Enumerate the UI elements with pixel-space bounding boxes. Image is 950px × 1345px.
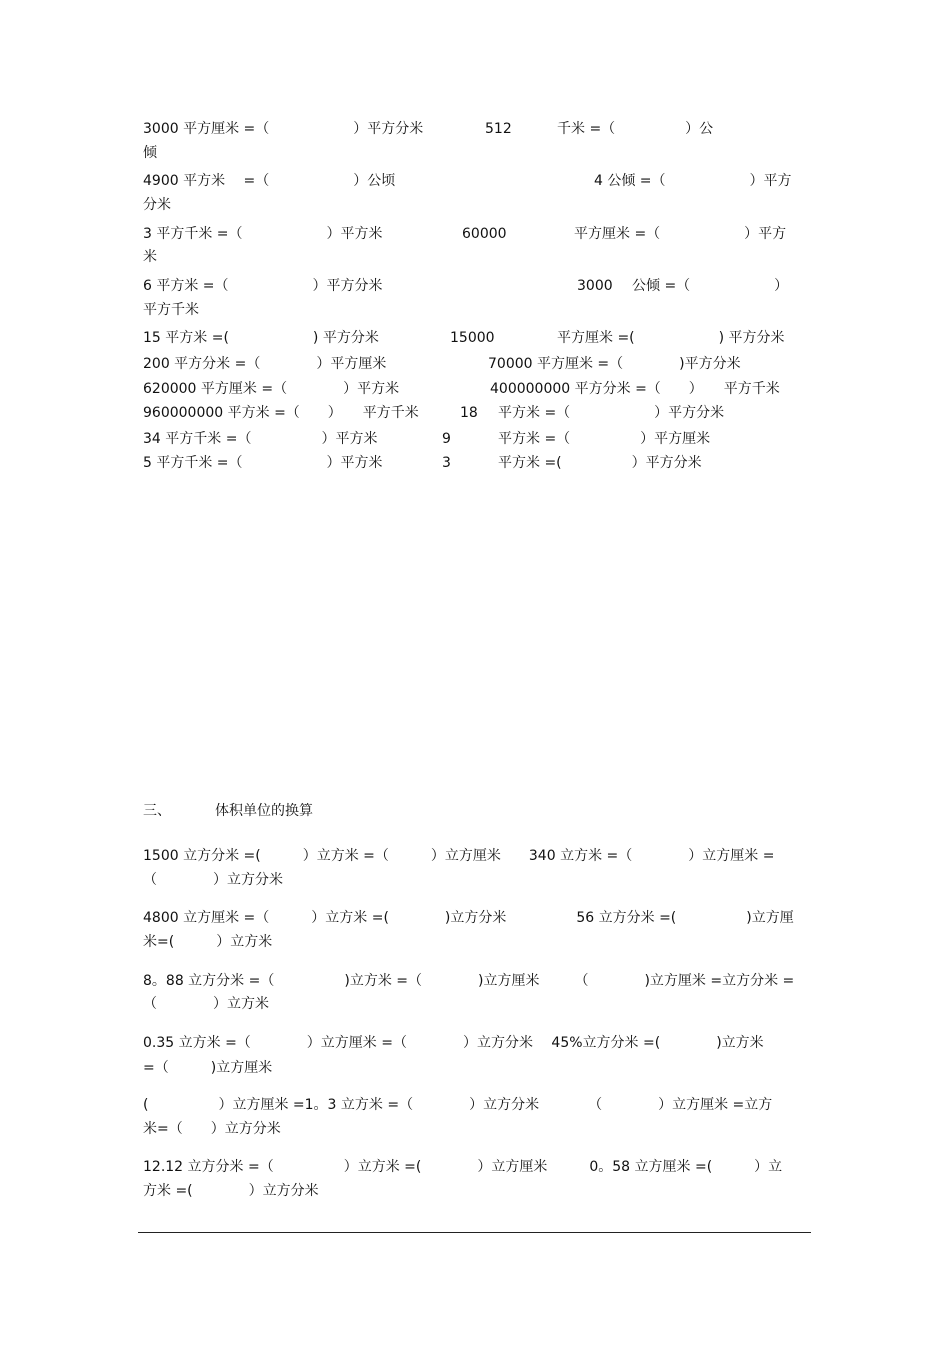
volume-question-2-line-1: 4800 立方厘米 =（ ）立方米 =( )立方分米 56 立方分米 =( )立方厘 xyxy=(143,910,794,926)
area-line-7-left: 620000 平方厘米 =（ ）平方米 xyxy=(143,381,400,397)
area-line-5-left: 15 平方米 =( ) 平方分米 xyxy=(143,330,379,346)
area-line-1-num: 512 xyxy=(485,121,512,137)
section-heading-number: 三、 xyxy=(143,803,171,819)
volume-question-5-line-2: 米=（ ）立方分米 xyxy=(143,1121,281,1137)
area-line-3-left: 3 平方千米 =（ ）平方米 xyxy=(143,226,383,242)
area-line-7-right: 400000000 平方分米 =（ ） 平方千米 xyxy=(490,381,780,397)
area-line-8-left: 960000000 平方米 =（ ） 平方千米 xyxy=(143,405,419,421)
area-line-4-left: 6 平方米 =（ ）平方分米 xyxy=(143,278,383,294)
area-line-8-num: 18 xyxy=(460,405,478,421)
area-line-1-wrap: 倾 xyxy=(143,145,157,161)
area-line-4-wrap: 平方千米 xyxy=(143,302,199,318)
area-line-4-num: 3000 xyxy=(577,278,613,294)
area-line-10-right: 平方米 =( ）平方分米 xyxy=(498,455,702,471)
area-line-9-right: 平方米 =（ ）平方厘米 xyxy=(498,431,711,447)
area-line-6-left: 200 平方分米 =（ ）平方厘米 xyxy=(143,356,387,372)
volume-question-4-line-2: =（ )立方厘米 xyxy=(143,1060,273,1076)
volume-question-3-line-1: 8。88 立方分米 =（ )立方米 =（ )立方厘米 （ )立方厘米 =立方分米 = xyxy=(143,973,795,989)
section-heading-title: 体积单位的换算 xyxy=(215,803,313,819)
volume-question-5-line-1: ( ）立方厘米 =1。3 立方米 =（ ）立方分米 （ ）立方厘米 =立方 xyxy=(143,1097,773,1113)
area-line-9-num: 9 xyxy=(442,431,451,447)
area-line-5-right: 平方厘米 =( ) 平方分米 xyxy=(557,330,785,346)
page-bottom-rule xyxy=(138,1232,811,1233)
area-line-5-num: 15000 xyxy=(450,330,495,346)
area-line-2-wrap: 分米 xyxy=(143,197,171,213)
area-line-10-left: 5 平方千米 =（ ）平方米 xyxy=(143,455,383,471)
volume-question-4-line-1: 0.35 立方米 =（ ）立方厘米 =（ ）立方分米 45%立方分米 =( )立方米 xyxy=(143,1035,764,1051)
volume-question-6-line-2: 方米 =( ）立方分米 xyxy=(143,1183,319,1199)
area-line-10-num: 3 xyxy=(442,455,451,471)
area-line-6-right: 70000 平方厘米 =（ )平方分米 xyxy=(488,356,741,372)
area-line-9-left: 34 平方千米 =（ ）平方米 xyxy=(143,431,378,447)
volume-question-6-line-1: 12.12 立方分米 =（ ）立方米 =( ）立方厘米 0。58 立方厘米 =( ）立 xyxy=(143,1159,783,1175)
area-line-1-left: 3000 平方厘米 =（ ）平方分米 xyxy=(143,121,424,137)
volume-question-2-line-2: 米=( ）立方米 xyxy=(143,934,273,950)
volume-question-1-line-2: （ ）立方分米 xyxy=(143,872,283,888)
area-line-3-num: 60000 xyxy=(462,226,507,242)
area-line-8-right: 平方米 =（ ）平方分米 xyxy=(498,405,725,421)
area-line-3-wrap: 米 xyxy=(143,249,157,265)
area-line-2-right: 4 公倾 =（ ）平方 xyxy=(594,173,792,189)
area-line-3-right: 平方厘米 =（ ）平方 xyxy=(574,226,787,242)
area-line-2-left: 4900 平方米 =（ ）公顷 xyxy=(143,173,396,189)
volume-question-3-line-2: （ ）立方米 xyxy=(143,996,269,1012)
area-line-4-right: 公倾 =（ ） xyxy=(632,278,789,294)
area-line-1-right: 千米 =（ ）公 xyxy=(557,121,714,137)
volume-question-1-line-1: 1500 立方分米 =( ）立方米 =（ ）立方厘米 340 立方米 =（ ）立方厘米 = xyxy=(143,848,775,864)
